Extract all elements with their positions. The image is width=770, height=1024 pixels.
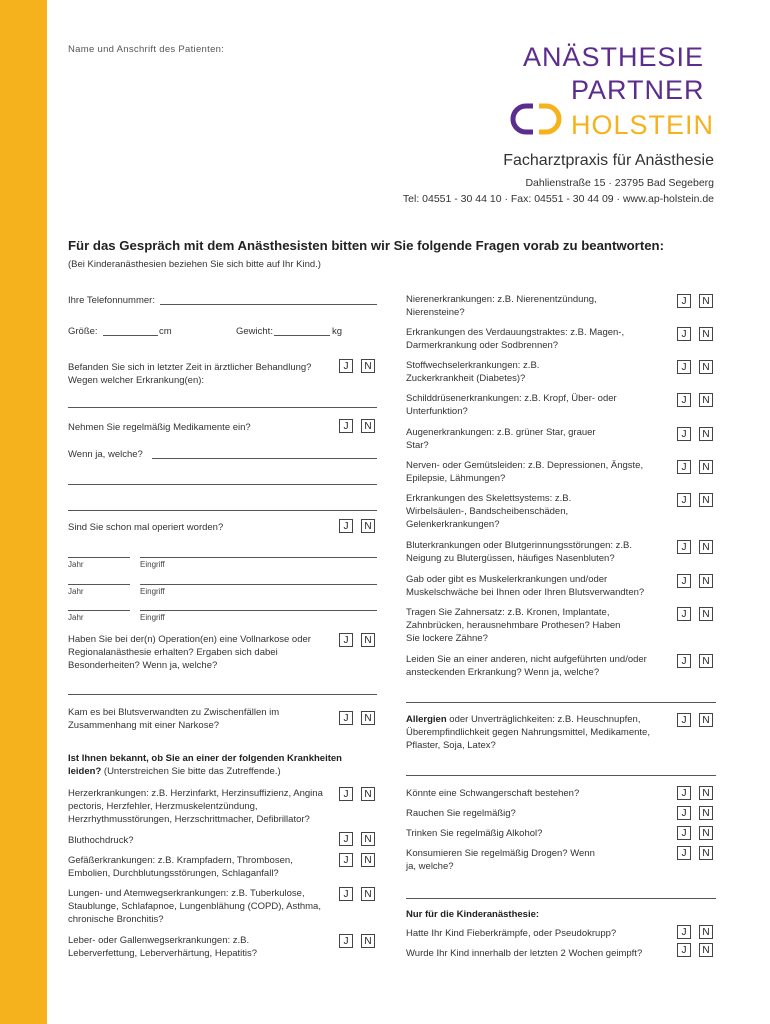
known-diseases-heading [68,752,368,778]
op3-procedure-label: Eingriff [140,613,165,622]
yes-checkbox[interactable]: J [677,806,691,820]
phone-label: Ihre Telefonnummer: [68,295,155,306]
operated-question: Sind Sie schon mal operiert worden? [68,522,224,533]
no-checkbox[interactable]: N [361,519,375,533]
yes-checkbox[interactable]: J [677,607,691,621]
drugs-input[interactable] [406,898,716,899]
known-diseases-bold: Ist Ihnen bekannt, ob Sie an einer der folgenden Krankheiten leiden? [68,753,342,777]
no-checkbox[interactable]: N [699,925,713,939]
op2-procedure-input[interactable] [140,584,377,585]
lungs-answer [339,887,375,901]
blood-answer [677,540,713,554]
no-checkbox[interactable]: N [361,853,375,867]
weight-unit: kg [332,326,343,337]
lungs-question: Lungen- und Atemwegserkrankungen: z.B. Tuberkulose, Staublunge, Schlafapnoe, Lungenblähung (COPD), Asthma, chronische Bronchitis? [68,888,321,925]
yes-checkbox[interactable]: J [677,713,691,727]
weight-input[interactable] [274,335,330,336]
no-checkbox[interactable]: N [699,846,713,860]
eyes-question: Augenerkrankungen: z.B. grüner Star, grauer Star? [406,427,596,451]
alcohol-question: Trinken Sie regelmäßig Alkohol? [406,828,543,839]
medication-line-2[interactable] [68,484,377,485]
yes-checkbox[interactable]: J [677,360,691,374]
nerves-answer [677,460,713,474]
no-checkbox[interactable]: N [699,327,713,341]
kidney-answer [677,294,713,308]
treatment-input[interactable] [68,407,377,408]
medication-which-input[interactable] [152,458,377,459]
yes-checkbox[interactable]: J [677,925,691,939]
infectious-answer [677,654,713,668]
no-checkbox[interactable]: N [361,887,375,901]
no-checkbox[interactable]: N [699,460,713,474]
vaccinated-question: Wurde Ihr Kind innerhalb der letzten 2 Wochen geimpft? [406,948,643,959]
height-label: Größe: [68,326,98,337]
yes-checkbox[interactable]: J [677,460,691,474]
logo-mark-icon [509,102,567,136]
liver-question: Leber- oder Gallenwegserkrankungen: z.B. Leberverfettung, Leberverhärtung, Hepatitis? [68,935,258,959]
yes-checkbox[interactable]: J [339,633,353,647]
muscle-answer [677,574,713,588]
yes-checkbox[interactable]: J [339,519,353,533]
yes-checkbox[interactable]: J [677,427,691,441]
form-subline: (Bei Kinderanästhesien beziehen Sie sich bitte auf Ihr Kind.) [68,259,321,270]
metabolic-answer [677,360,713,374]
yes-checkbox[interactable]: J [677,540,691,554]
no-checkbox[interactable]: N [361,832,375,846]
thyroid-answer [677,393,713,407]
op1-procedure-input[interactable] [140,557,377,558]
yes-checkbox[interactable]: J [677,493,691,507]
digestive-question: Erkrankungen des Verdauungstraktes: z.B. Magen-, Darmerkrankung oder Sodbrennen? [406,327,625,351]
alcohol-answer [677,826,713,840]
anesthesia-question: Haben Sie bei der(n) Operation(en) eine Vollnarkose oder Regionalanästhesie erhalten? Ergaben sich dabei Besonderheiten? Wenn ja, welche? [68,634,311,671]
logo-line-1: ANÄSTHESIE [523,42,705,72]
pregnant-question: Könnte eine Schwangerschaft bestehen? [406,788,580,799]
treatment-question: Befanden Sie sich in letzter Zeit in ärztlicher Behandlung? Wegen welcher Erkrankung(en): [68,362,312,386]
op3-year-label: Jahr [68,613,84,622]
logo [505,44,717,140]
digestive-answer [677,327,713,341]
weight-label: Gewicht: [236,326,273,337]
dentures-question: Tragen Sie Zahnersatz: z.B. Kronen, Implantate, Zahnbrücken, herausnehmbare Prothesen? Haben Sie lockere Zähne? [406,607,621,644]
allergy-input[interactable] [406,775,716,776]
nerves-question: Nerven- oder Gemütsleiden: z.B. Depressionen, Ängste, Epilepsie, Lähmungen? [406,460,644,484]
eyes-answer [677,427,713,441]
dentures-answer [677,607,713,621]
no-checkbox[interactable]: N [699,806,713,820]
fever-question: Hatte Ihr Kind Fieberkrämpfe, oder Pseudokrupp? [406,928,617,939]
hypertension-question: Bluthochdruck? [68,835,134,846]
no-checkbox[interactable]: N [699,427,713,441]
yes-checkbox[interactable]: J [677,943,691,957]
no-checkbox[interactable]: N [699,294,713,308]
operated-answer [339,519,375,533]
patient-address-label: Name und Anschrift des Patienten: [68,44,225,55]
skeleton-answer [677,493,713,507]
yes-checkbox[interactable]: J [339,934,353,948]
yes-checkbox[interactable]: J [339,419,353,433]
logo-line-3: HOLSTEIN [571,110,715,140]
infectious-input[interactable] [406,702,716,703]
no-checkbox[interactable]: N [361,934,375,948]
smoke-answer [677,806,713,820]
phone-input[interactable] [160,304,377,305]
op2-procedure-label: Eingriff [140,587,165,596]
hypertension-answer [339,832,375,846]
allergy-bold: Allergien [406,714,447,725]
allergy-rest: oder Unverträglichkeiten: z.B. Heuschnupfen, Überempfindlichkeit gegen Nahrungsmittel, Medikamente, Pflaster, Soja, Latex? [406,714,650,751]
medication-answer [339,419,375,433]
yes-checkbox[interactable]: J [677,393,691,407]
yes-checkbox[interactable]: J [677,574,691,588]
yes-checkbox[interactable]: J [339,887,353,901]
yes-checkbox[interactable]: J [339,711,353,725]
accent-stripe [0,0,47,1024]
kidney-question: Nierenerkrankungen: z.B. Nierenentzündung, Nierensteine? [406,294,597,318]
medication-line-3[interactable] [68,510,377,511]
op2-year-input[interactable] [68,584,130,585]
skeleton-question: Erkrankungen des Skelettsystems: z.B. Wirbelsäulen-, Bandscheibenschäden, Gelenkerkrankungen? [406,493,572,530]
vascular-question: Gefäßerkrankungen: z.B. Krampfadern, Thrombosen, Embolien, Durchblutungsstörungen, Schlaganfall? [68,855,293,879]
vascular-answer [339,853,375,867]
no-checkbox[interactable]: N [699,360,713,374]
no-checkbox[interactable]: N [699,540,713,554]
no-checkbox[interactable]: N [361,711,375,725]
no-checkbox[interactable]: N [699,826,713,840]
muscle-question: Gab oder gibt es Muskelerkrankungen und/oder Muskelschwäche bei Ihnen oder Ihren Blutsverwandten? [406,574,645,598]
allergy-answer [677,713,713,727]
known-diseases-note: (Unterstreichen Sie bitte das Zutreffende.) [101,766,281,777]
yes-checkbox[interactable]: J [677,846,691,860]
infectious-question: Leiden Sie an einer anderen, nicht aufgeführten und/oder ansteckenden Erkrankung? Wenn ja, welche? [406,654,647,678]
drugs-question: Konsumieren Sie regelmäßig Drogen? Wenn ja, welche? [406,848,595,872]
op2-year-label: Jahr [68,587,84,596]
practice-contact: Tel: 04551 - 30 44 10 · Fax: 04551 - 30 44 09 · www.ap-holstein.de [402,193,714,205]
op1-procedure-label: Eingriff [140,560,165,569]
height-unit: cm [159,326,172,337]
fever-answer [677,925,713,939]
no-checkbox[interactable]: N [699,786,713,800]
no-checkbox[interactable]: N [361,633,375,647]
no-checkbox[interactable]: N [699,654,713,668]
op1-year-label: Jahr [68,560,84,569]
no-checkbox[interactable]: N [699,493,713,507]
logo-line-2: PARTNER [571,75,705,105]
no-checkbox[interactable]: N [361,359,375,373]
metabolic-question: Stoffwechselerkrankungen: z.B. Zuckerkrankheit (Diabetes)? [406,360,540,384]
pregnant-answer [677,786,713,800]
op3-procedure-input[interactable] [140,610,377,611]
blood-question: Bluterkrankungen oder Blutgerinnungsstörungen: z.B. Neigung zu Blutergüssen, häufiges Nasenbluten? [406,540,633,564]
no-checkbox[interactable]: N [699,393,713,407]
practice-address: Dahlienstraße 15 · 23795 Bad Segeberg [525,177,714,189]
thyroid-question: Schilddrüsenerkrankungen: z.B. Kropf, Über- oder Unterfunktion? [406,393,617,417]
yes-checkbox[interactable]: J [677,294,691,308]
no-checkbox[interactable]: N [699,574,713,588]
form-headline: Für das Gespräch mit dem Anästhesisten bitten wir Sie folgende Fragen vorab zu beantworten: [68,238,664,253]
no-checkbox[interactable]: N [699,943,713,957]
vaccinated-answer [677,943,713,957]
allergy-question [406,713,661,752]
anesthesia-input[interactable] [68,694,377,695]
op3-year-input[interactable] [68,610,130,611]
heart-question: Herzerkrankungen: z.B. Herzinfarkt, Herzinsuffizienz, Angina pectoris, Herzfehler, Herzmuskelentzündung, Herzrhythmusstörungen, Herzschrittmacher, Defibrillator? [68,788,323,825]
no-checkbox[interactable]: N [361,419,375,433]
yes-checkbox[interactable]: J [677,327,691,341]
kids-section-title: Nur für die Kinderanästhesie: [406,909,540,920]
yes-checkbox[interactable]: J [339,853,353,867]
yes-checkbox[interactable]: J [677,654,691,668]
yes-checkbox[interactable]: J [677,786,691,800]
height-input[interactable] [103,335,158,336]
medication-question: Nehmen Sie regelmäßig Medikamente ein? [68,422,251,433]
liver-answer [339,934,375,948]
treatment-answer [339,359,375,373]
relatives-answer [339,711,375,725]
op1-year-input[interactable] [68,557,130,558]
medication-which-label: Wenn ja, welche? [68,449,143,460]
yes-checkbox[interactable]: J [339,787,353,801]
anesthesia-answer [339,633,375,647]
smoke-question: Rauchen Sie regelmäßig? [406,808,516,819]
yes-checkbox[interactable]: J [677,826,691,840]
practice-name: Facharztpraxis für Anästhesie [503,152,714,169]
no-checkbox[interactable]: N [699,607,713,621]
drugs-answer [677,846,713,860]
yes-checkbox[interactable]: J [339,832,353,846]
heart-answer [339,787,375,801]
no-checkbox[interactable]: N [699,713,713,727]
relatives-question: Kam es bei Blutsverwandten zu Zwischenfällen im Zusammenhang mit einer Narkose? [68,707,280,731]
no-checkbox[interactable]: N [361,787,375,801]
yes-checkbox[interactable]: J [339,359,353,373]
